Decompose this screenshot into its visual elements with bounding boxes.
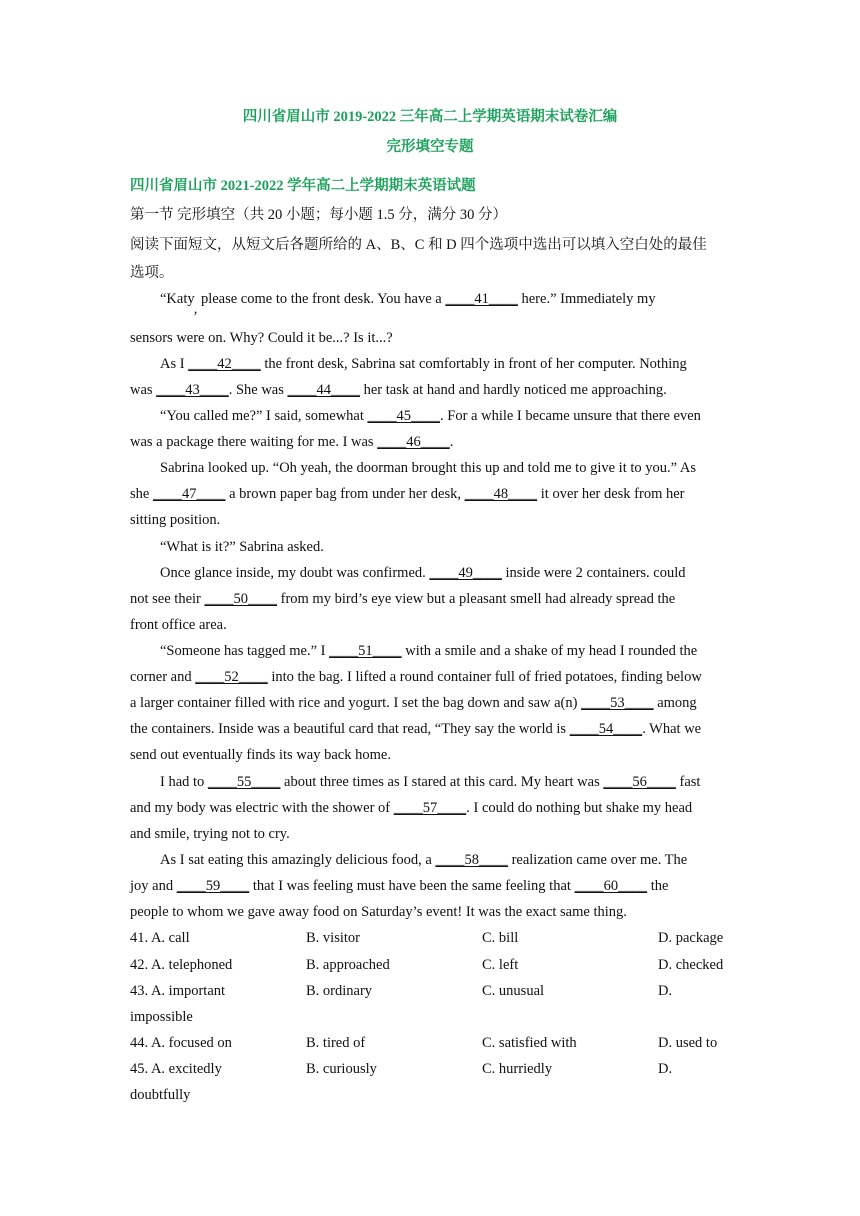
passage-line: I had to ____55____ about three times as I stared at this card. My heart was ____56____ fast: [160, 774, 701, 790]
passage-line: front office area.: [130, 617, 227, 633]
passage-line: “Someone has tagged me.” I ____51____ with a smile and a shake of my head I rounded the: [160, 643, 698, 659]
passage-line: Once glance inside, my doubt was confirmed. ____49____ inside were 2 containers. could: [160, 565, 686, 581]
option-41-d: D. package: [658, 930, 724, 946]
option-42-d: D. checked: [658, 957, 724, 973]
passage-line: not see their ____50____ from my bird’s eye view but a pleasant smell had already spread the: [130, 591, 676, 607]
blank-57: ____57____: [393, 800, 467, 816]
passage-line: “You called me?” I said, somewhat ____45____. For a while I became unsure that there even: [160, 408, 701, 424]
blank-43: ____43____: [156, 382, 229, 398]
instructions-line-2: 选项。: [130, 265, 174, 281]
blank-41: ____41____: [445, 291, 518, 307]
passage-line: and smile, trying not to cry.: [130, 826, 290, 842]
option-43-d: D.: [658, 983, 673, 999]
option-45-a: 45. A. excitedly: [130, 1061, 222, 1077]
option-43-b: B. ordinary: [306, 983, 373, 999]
blank-49: ____49____: [429, 565, 502, 581]
option-45-d-text: doubtfully: [130, 1087, 191, 1103]
option-45-b: B. curiously: [306, 1061, 377, 1077]
option-43-a: 43. A. important: [130, 983, 226, 999]
option-43-c: C. unusual: [482, 983, 545, 999]
option-41-a: 41. A. call: [130, 930, 190, 946]
option-42-b: B. approached: [306, 957, 390, 973]
blank-53: ____53____: [581, 695, 654, 711]
passage-line: “What is it?” Sabrina asked.: [160, 539, 324, 555]
blank-50: ____50____: [204, 591, 277, 607]
blank-60: ____60____: [574, 878, 648, 894]
blank-47: ____47____: [152, 486, 226, 502]
blank-51: ____51____: [329, 643, 402, 659]
passage-line: As I sat eating this amazingly delicious food, a ____58____ realization came over me. The: [160, 852, 688, 868]
blank-42: ____42____: [188, 356, 261, 372]
instructions-line-1: 阅读下面短文，从短文后各题所给的 A、B、C 和 D 四个选项中选出可以填入空白处的最佳: [130, 237, 707, 253]
option-45-c: C. hurriedly: [482, 1061, 553, 1077]
option-41-b: B. visitor: [306, 930, 360, 946]
option-45-d: D.: [658, 1061, 673, 1077]
passage-line: sensors were on. Why? Could it be...? Is it...?: [130, 330, 393, 346]
option-44-d: D. used to: [658, 1035, 718, 1051]
blank-45: ____45____: [367, 408, 441, 424]
passage-line: and my body was electric with the shower of ____57____. I could do nothing but shake my head: [130, 800, 693, 816]
blank-56: ____56____: [603, 774, 676, 790]
passage-line: joy and ____59____ that I was feeling must have been the same feeling that ____60____ the: [130, 878, 669, 894]
passage-line: send out eventually finds its way back home.: [130, 747, 391, 763]
option-41-c: C. bill: [482, 930, 519, 946]
passage-line: As I ____42____ the front desk, Sabrina sat comfortably in front of her computer. Nothing: [160, 356, 687, 372]
section-title: 四川省眉山市 2021-2022 学年高二上学期期末英语试题: [130, 178, 476, 194]
passage-line: corner and ____52____ into the bag. I lifted a round container full of fried potatoes, finding below: [130, 669, 702, 685]
blank-59: ____59____: [176, 878, 250, 894]
passage-line: people to whom we gave away food on Saturday’s event! It was the exact same thing.: [130, 904, 627, 920]
blank-58: ____58____: [435, 852, 508, 868]
passage-line: “Katy, please come to the front desk. You have a ____41____ here.” Immediately my: [160, 291, 656, 317]
part-heading: 第一节 完形填空（共 20 小题；每小题 1.5 分，满分 30 分）: [130, 207, 507, 223]
document-title: 四川省眉山市 2019-2022 三年高二上学期英语期末试卷汇编: [242, 109, 618, 125]
blank-48: ____48____: [464, 486, 538, 502]
document-subtitle: 完形填空专题: [386, 139, 474, 155]
option-44-a: 44. A. focused on: [130, 1035, 232, 1051]
passage-line: was ____43____. She was ____44____ her task at hand and hardly noticed me approaching.: [130, 382, 667, 398]
option-44-b: B. tired of: [306, 1035, 366, 1051]
blank-54: ____54____: [569, 721, 643, 737]
passage-line: a larger container filled with rice and yogurt. I set the bag down and saw a(n) ____53____ among: [130, 695, 697, 711]
passage-line: was a package there waiting for me. I was ____46____.: [130, 434, 454, 450]
option-43-d-text: impossible: [130, 1009, 193, 1025]
passage-line: the containers. Inside was a beautiful card that read, “They say the world is ____54____. What we: [130, 721, 702, 737]
passage-line: Sabrina looked up. “Oh yeah, the doorman brought this up and told me to give it to you.” As: [160, 460, 697, 476]
blank-44: ____44____: [287, 382, 360, 398]
option-42-a: 42. A. telephoned: [130, 957, 233, 973]
blank-52: ____52____: [195, 669, 268, 685]
blank-46: ____46____: [377, 434, 450, 450]
option-42-c: C. left: [482, 957, 519, 973]
passage-line: she ____47____ a brown paper bag from under her desk, ____48____ it over her desk from her: [130, 486, 685, 502]
passage-line: sitting position.: [130, 512, 221, 528]
option-44-c: C. satisfied with: [482, 1035, 577, 1051]
blank-55: ____55____: [207, 774, 281, 790]
